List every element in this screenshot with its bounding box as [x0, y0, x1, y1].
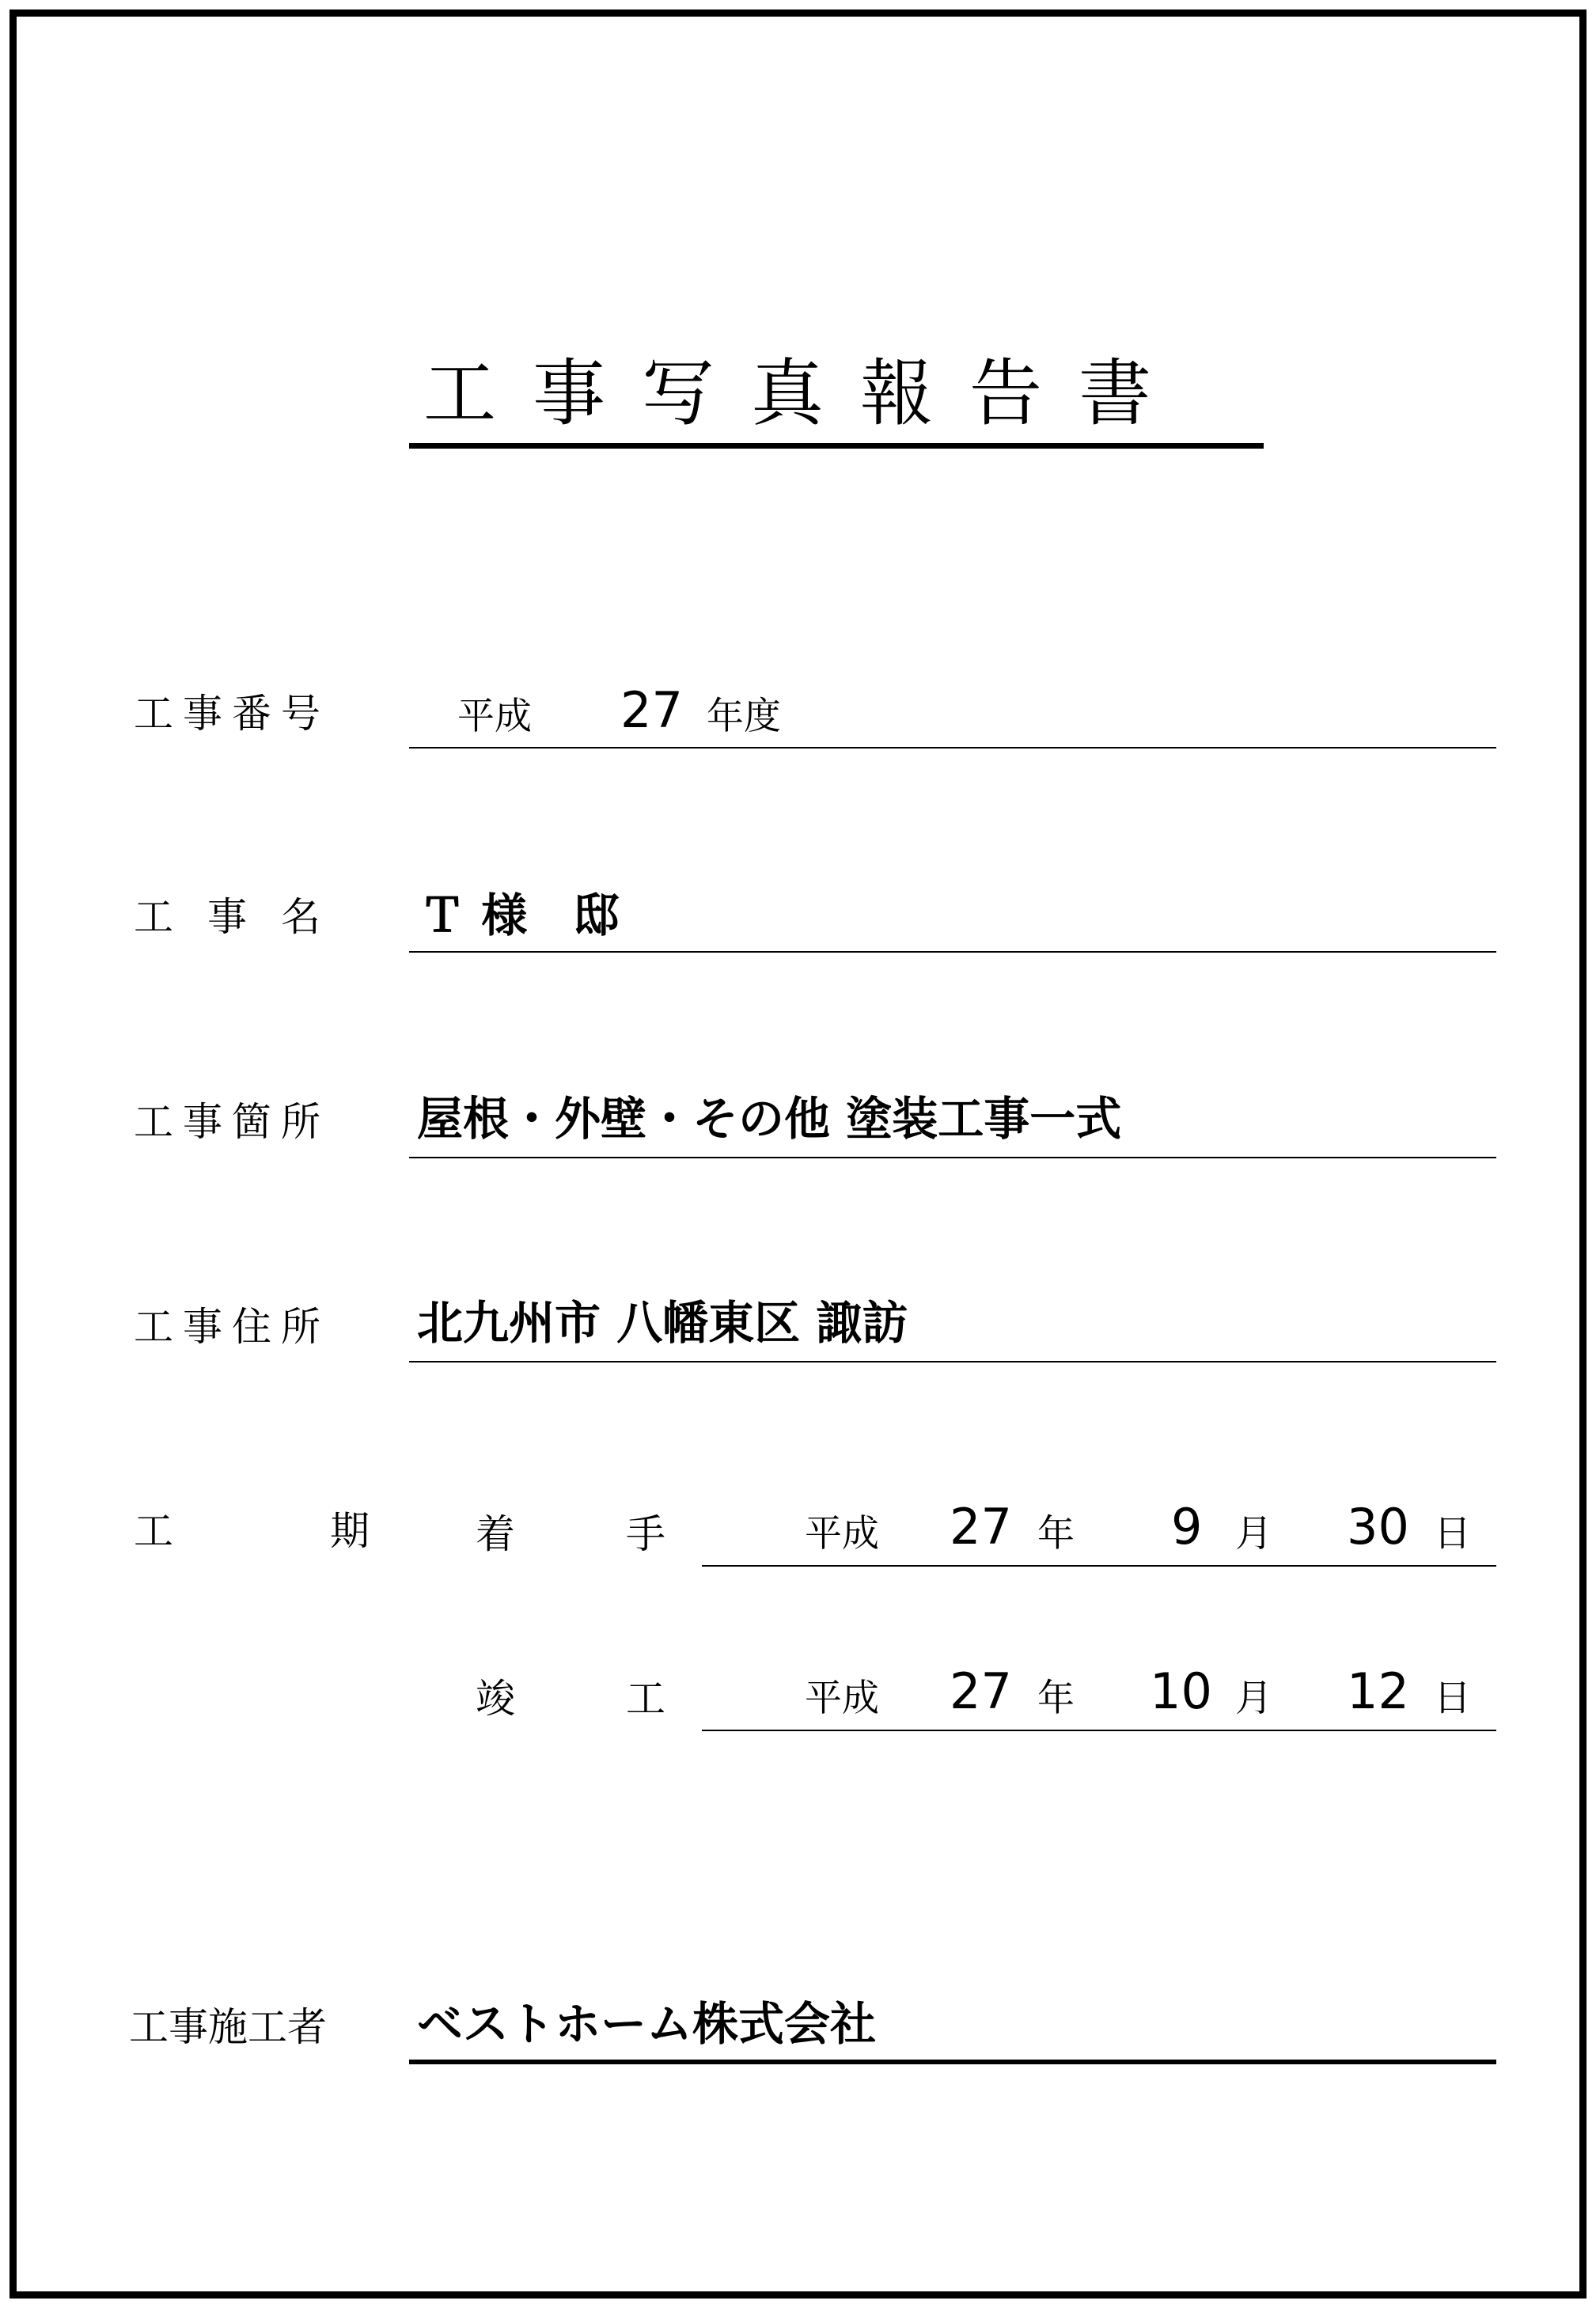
start-year: 27: [950, 1498, 1012, 1556]
end-month: 10: [1150, 1662, 1212, 1720]
title-underline: [409, 443, 1264, 449]
construction-number-rule: [409, 747, 1496, 748]
label-construction-period: 工 期: [134, 1508, 370, 1554]
end-day: 12: [1347, 1662, 1409, 1720]
start-day: 30: [1347, 1498, 1409, 1556]
contractor-rule: [409, 2060, 1496, 2064]
label-contractor: 工事施工者: [129, 2004, 327, 2050]
end-year-unit: 年: [1037, 1677, 1075, 1720]
start-era: 平成: [805, 1512, 879, 1556]
construction-address-value: 北九州市 八幡東区 諏訪: [417, 1296, 908, 1350]
end-month-unit: 月: [1235, 1677, 1272, 1720]
end-year: 27: [950, 1662, 1012, 1720]
start-day-unit: 日: [1434, 1512, 1471, 1556]
end-era: 平成: [805, 1677, 879, 1720]
start-year-unit: 年: [1037, 1512, 1075, 1556]
start-month: 9: [1171, 1498, 1203, 1556]
start-month-unit: 月: [1235, 1512, 1272, 1556]
label-start: 着 手: [476, 1511, 665, 1557]
label-completion: 竣 工: [476, 1676, 665, 1722]
construction-name-value: Ｔ 様 邸: [419, 889, 620, 942]
construction-number-suffix: 年度: [707, 695, 781, 738]
label-construction-name: 工 事 名: [134, 894, 320, 940]
construction-name-rule: [409, 951, 1496, 953]
label-construction-number: 工 事 番 号: [134, 691, 320, 737]
construction-number-era: 平成: [457, 695, 532, 738]
construction-location-rule: [409, 1157, 1496, 1158]
document-title: 工事写真報告書: [423, 351, 1188, 436]
contractor-value: ベストホーム株式会社: [417, 1997, 877, 2051]
end-day-unit: 日: [1434, 1677, 1471, 1720]
construction-address-rule: [409, 1361, 1496, 1362]
end-date-rule: [702, 1730, 1496, 1731]
label-construction-location: 工 事 箇 所: [134, 1099, 320, 1145]
label-construction-address: 工 事 住 所: [134, 1304, 320, 1350]
construction-number-year: 27: [620, 681, 683, 739]
construction-location-value: 屋根・外壁・その他 塗装工事一式: [417, 1092, 1122, 1146]
start-date-rule: [702, 1565, 1496, 1567]
